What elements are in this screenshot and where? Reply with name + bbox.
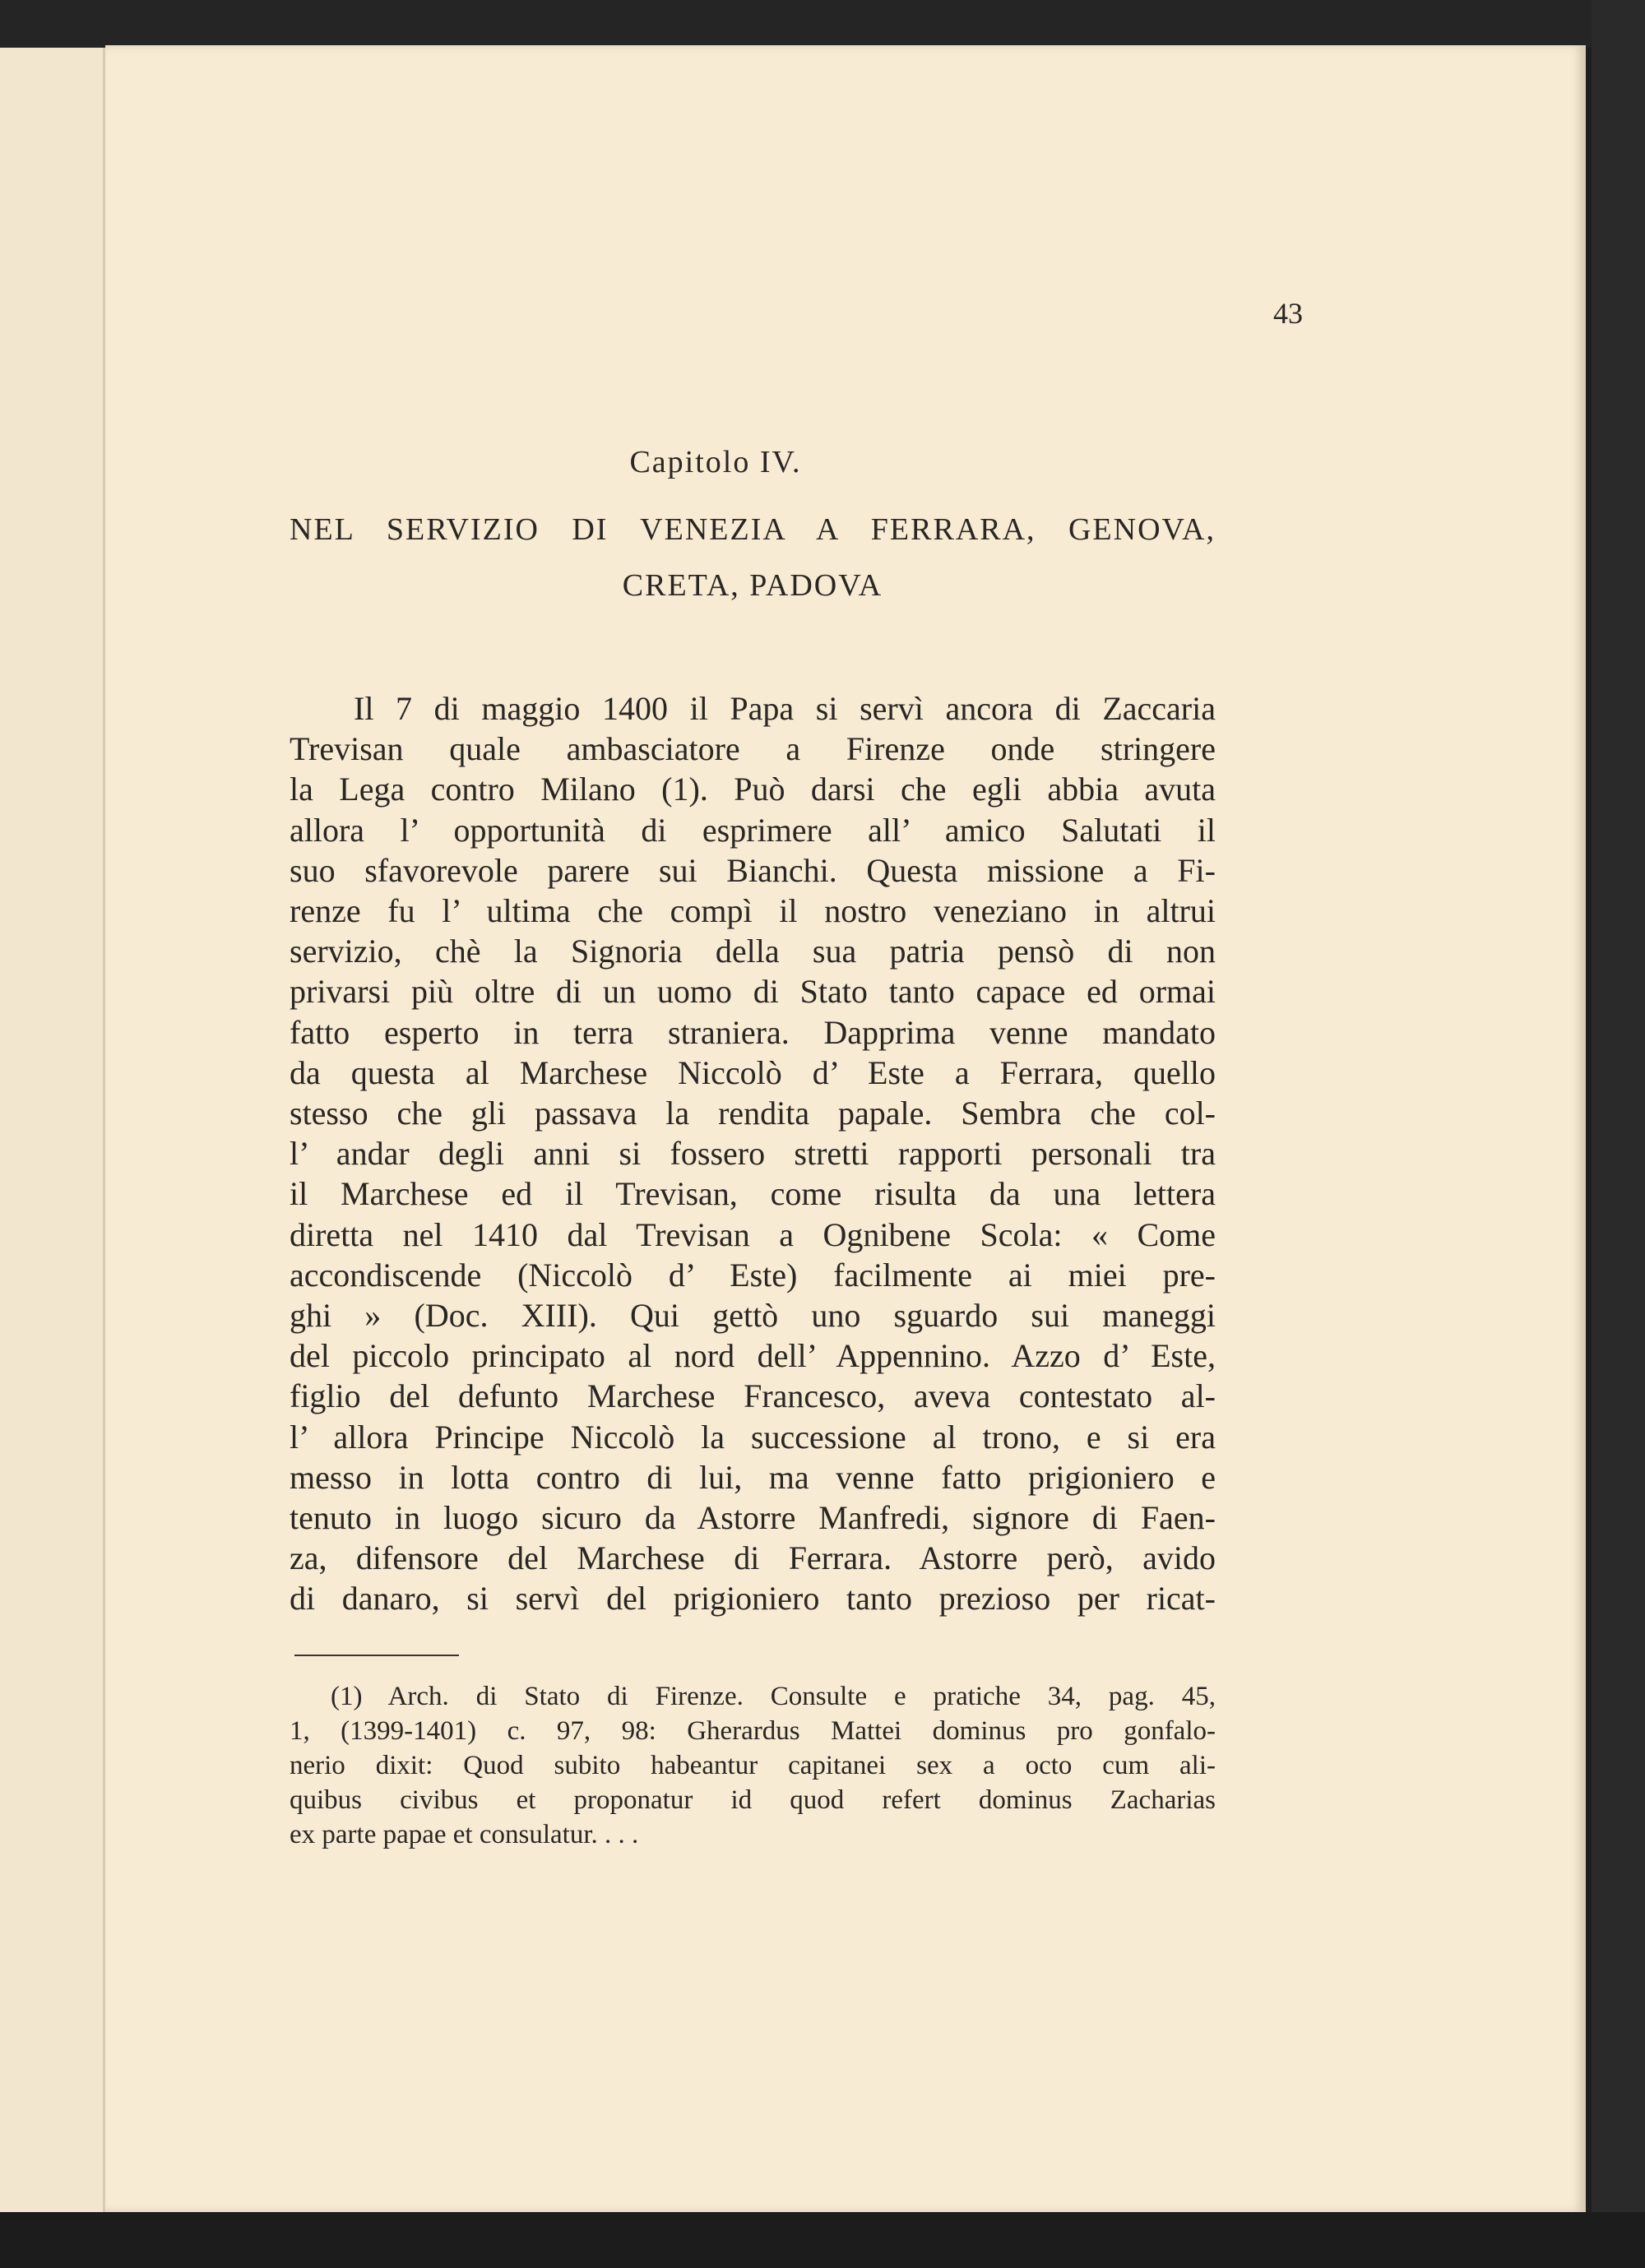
body-line: da questa al Marchese Niccolò d’ Este a Ferrara, quello [290,1053,1216,1091]
chapter-title-line: NEL SERVIZIO DI VENEZIA A FERRARA, GENOVA, [290,512,1216,547]
body-line: Il 7 di maggio 1400 il Papa si servì ancora di Zaccaria [354,690,1216,727]
body-line: diretta nel 1410 dal Trevisan a Ognibene Scola: « Come [290,1215,1216,1253]
body-line: privarsi più oltre di un uomo di Stato tanto capace ed ormai [290,973,1216,1011]
footnote-line: 1, (1399-1401) c. 97, 98: Gherardus Mattei dominus pro gonfalo- [290,1716,1216,1746]
body-line: allora l’ opportunità di esprimere all’ amico Salutati il [290,811,1216,849]
body-line: suo sfavorevole parere sui Bianchi. Questa missione a Fi- [290,851,1216,889]
footnote-line: nerio dixit: Quod subito habeantur capitanei sex a octo cum ali- [290,1751,1216,1780]
footnote-rule [294,1655,459,1656]
scan-border-top [0,0,1645,48]
chapter-title-line: CRETA, PADOVA [622,568,883,603]
footnote-line: (1) Arch. di Stato di Firenze. Consulte e pratiche 34, pag. 45, [331,1682,1216,1711]
body-line: fatto esperto in terra straniera. Dapprima venne mandato [290,1013,1216,1051]
body-line: tenuto in luogo sicuro da Astorre Manfredi, signore di Faen- [290,1499,1216,1536]
footnote-line: quibus civibus et proponatur id quod refert dominus Zacharias [290,1785,1216,1815]
footnote-line: ex parte papae et consulatur. . . . [290,1820,639,1849]
body-line: ghi » (Doc. XIII). Qui gettò uno sguardo sui maneggi [290,1297,1216,1334]
body-line: renze fu l’ ultima che compì il nostro veneziano in altrui [290,892,1216,929]
body-line: del piccolo principato al nord dell’ Appennino. Azzo d’ Este, [290,1337,1216,1375]
body-line: servizio, chè la Signoria della sua patria pensò di non [290,933,1216,970]
page-number: 43 [1273,297,1303,330]
body-line: stesso che gli passava la rendita papale. Sembra che col- [290,1095,1216,1132]
body-line: messo in lotta contro di lui, ma venne fatto prigioniero e [290,1458,1216,1496]
facing-page-edge [0,48,105,2212]
body-line: il Marchese ed il Trevisan, come risulta da una lettera [290,1175,1216,1213]
scan-border-right [1592,0,1645,2268]
chapter-heading: Capitolo IV. [629,445,802,479]
body-line: di danaro, si servì del prigioniero tanto prezioso per ricat- [290,1580,1216,1618]
body-line: la Lega contro Milano (1). Può darsi che egli abbia avuta [290,771,1216,808]
scan-border-bottom [0,2212,1645,2268]
body-line: figlio del defunto Marchese Francesco, aveva contestato al- [290,1377,1216,1415]
body-line: Trevisan quale ambasciatore a Firenze onde stringere [290,730,1216,768]
body-line: l’ allora Principe Niccolò la successione al trono, e si era [290,1418,1216,1456]
body-line: za, difensore del Marchese di Ferrara. Astorre però, avido [290,1539,1216,1577]
body-line: accondiscende (Niccolò d’ Este) facilmente ai miei pre- [290,1256,1216,1294]
body-line: l’ andar degli anni si fossero stretti rapporti personali tra [290,1135,1216,1173]
